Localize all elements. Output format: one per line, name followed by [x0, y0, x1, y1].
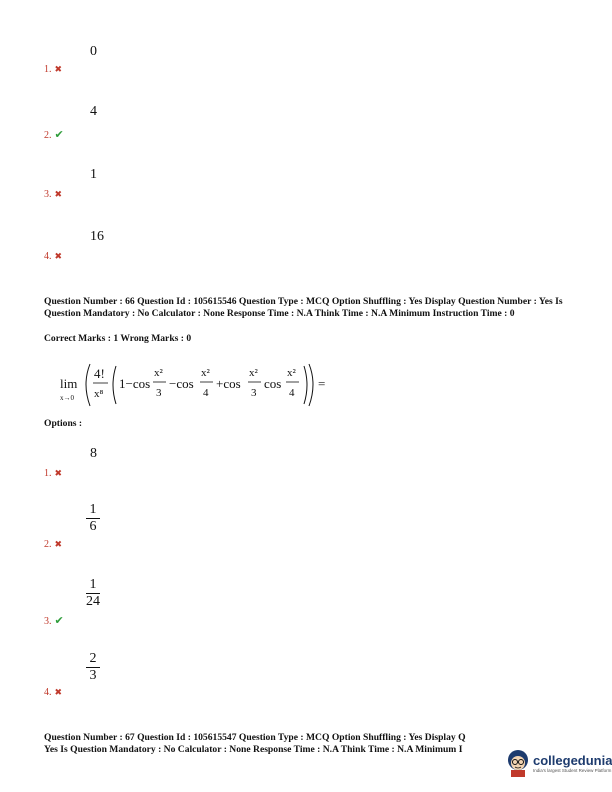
cross-icon: ✖ — [54, 687, 63, 697]
q66-option-1 — [44, 468, 62, 479]
prev-option-3 — [44, 189, 62, 200]
x2-term2: x² — [201, 367, 210, 379]
q66-option-2-fraction — [86, 502, 100, 535]
question-67-header-line2: Yes Is Question Mandatory : No Calculator : None Response Time : N.A Think Time : N.A Minimum I — [44, 744, 463, 755]
prev-option-2-value: 4 — [90, 104, 97, 119]
prev-option-2 — [44, 128, 64, 141]
option-number: 4. — [44, 687, 52, 698]
logo-brand: collegedunia — [533, 753, 612, 768]
equals-sign: = — [318, 376, 326, 391]
x2-term4: x² — [287, 367, 296, 379]
prev-option-4 — [44, 251, 62, 262]
q66-option-4 — [44, 687, 62, 698]
x2-term3: x² — [249, 367, 258, 379]
numerator: 1 — [89, 577, 97, 592]
option-number: 2. — [44, 539, 52, 550]
check-icon: ✔ — [54, 129, 64, 141]
cross-icon: ✖ — [54, 539, 63, 549]
minus-cos: −cos — [169, 376, 194, 391]
option-number: 1. — [44, 64, 52, 75]
cross-icon: ✖ — [54, 251, 63, 261]
numerator: 1 — [89, 502, 97, 517]
q66-option-3 — [44, 614, 64, 627]
denominator-3-b: 3 — [251, 387, 257, 399]
prev-option-1-value: 0 — [90, 44, 97, 59]
option-number: 1. — [44, 468, 52, 479]
prev-option-3-value: 1 — [90, 167, 97, 182]
denominator: 24 — [86, 594, 100, 609]
q66-option-3-fraction — [86, 577, 100, 610]
q66-option-2 — [44, 539, 62, 550]
question-66-marks: Correct Marks : 1 Wrong Marks : 0 — [44, 333, 192, 344]
question-66-header: Question Number : 66 Question Id : 105615546 Question Type : MCQ Option Shuffling : Yes Display Question Number : Yes Is Question Mandatory : No Calculator : None Response Time : N.A Think Time : N.A Minimum Instruction Time : 0 — [44, 296, 563, 319]
denominator-3-a: 3 — [156, 387, 162, 399]
denominator: 3 — [89, 668, 97, 683]
option-number: 4. — [44, 251, 52, 262]
q66-option-4-fraction — [86, 651, 100, 684]
collegedunia-logo — [505, 748, 612, 778]
plus-cos: +cos — [216, 376, 241, 391]
check-icon: ✔ — [54, 615, 64, 627]
prev-option-1 — [44, 64, 62, 75]
lim-subscript: x→0 — [60, 394, 74, 402]
x2-term1: x² — [154, 367, 163, 379]
cross-icon: ✖ — [54, 468, 63, 478]
factorial-denominator: x⁸ — [94, 388, 104, 400]
denominator: 6 — [89, 519, 97, 534]
prev-option-4-value: 16 — [90, 229, 104, 244]
question-66-formula — [56, 358, 346, 414]
lim-text: lim — [60, 376, 78, 391]
logo-tagline: India's largest Student Review Platform — [533, 768, 612, 773]
one-minus-cos: 1−cos — [119, 376, 151, 391]
option-number: 3. — [44, 616, 52, 627]
denominator-4-b: 4 — [289, 387, 295, 399]
question-67-header-line1: Question Number : 67 Question Id : 105615547 Question Type : MCQ Option Shuffling : Yes Display Q — [44, 732, 466, 743]
cross-icon: ✖ — [54, 189, 63, 199]
cos-text: cos — [264, 376, 282, 391]
option-number: 2. — [44, 130, 52, 141]
mascot-icon — [505, 748, 531, 778]
numerator: 2 — [89, 651, 97, 666]
cross-icon: ✖ — [54, 64, 63, 74]
options-label: Options : — [44, 418, 83, 429]
denominator-4-a: 4 — [203, 387, 209, 399]
factorial-numerator: 4! — [94, 366, 105, 381]
option-number: 3. — [44, 189, 52, 200]
q66-option-1-value: 8 — [90, 446, 97, 461]
